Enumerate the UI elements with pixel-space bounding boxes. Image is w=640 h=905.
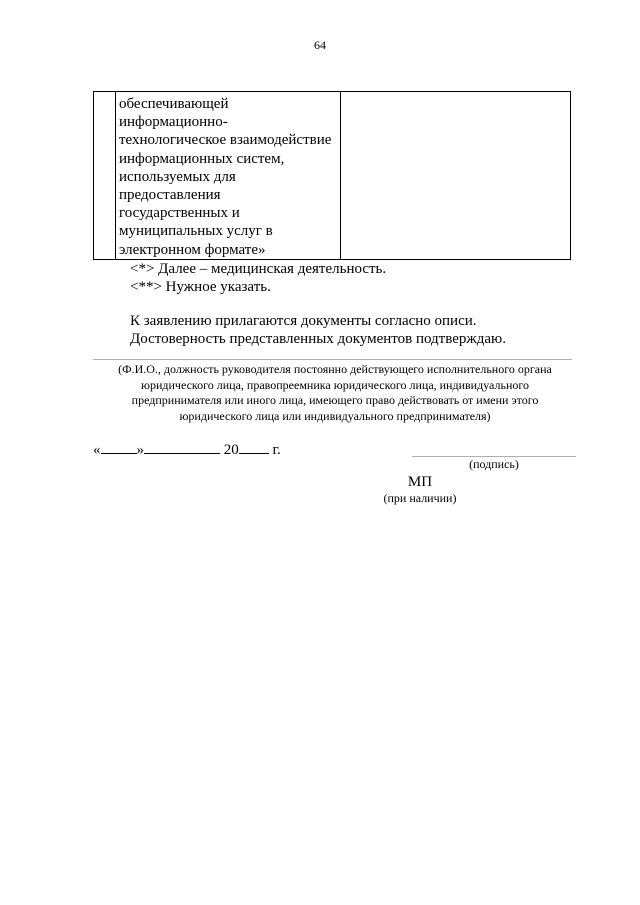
table-cell-number <box>94 92 116 260</box>
stamp-note: (при наличии) <box>383 491 457 505</box>
table-cell-value <box>341 92 571 260</box>
year-suffix: г. <box>272 442 281 458</box>
footnote-2: <**> Нужное указать. <box>130 279 271 295</box>
signature-caption: (подпись) <box>469 457 519 471</box>
table-cell-description <box>116 92 341 260</box>
cell-text: обеспечивающей информационно- технологическое взаимодействие информационных систем, используемых для предоставления государственных и муниципальных услуг в электронном формате» <box>119 96 332 258</box>
footnote-1: <*> Далее – медицинская деятельность. <box>130 261 387 277</box>
table-row <box>94 92 571 260</box>
page-number: 64 <box>314 38 326 52</box>
attachments-text: К заявлению прилагаются документы согласно описи. <box>130 313 477 329</box>
year-prefix: 20 <box>223 442 239 458</box>
stamp-label: МП <box>407 474 433 490</box>
fio-caption: (Ф.И.О., должность руководителя постоянно действующего исполнительного органа юридического лица, правопреемника юридического лица, индивидуального предпринимателя или иного лица, имеющего право действовать от имени этого юридического лица или индивидуального предпринимателя) <box>118 362 552 423</box>
month-blank <box>144 440 220 454</box>
fio-signature-line <box>93 359 572 360</box>
date-open-quote: « <box>93 442 101 458</box>
day-blank <box>101 440 137 454</box>
form-table <box>93 91 571 260</box>
date-close-quote: » <box>136 442 144 458</box>
date-row <box>93 440 281 459</box>
year-blank <box>239 440 269 454</box>
confirmation-text: Достоверность представленных документов подтверждаю. <box>130 331 506 347</box>
